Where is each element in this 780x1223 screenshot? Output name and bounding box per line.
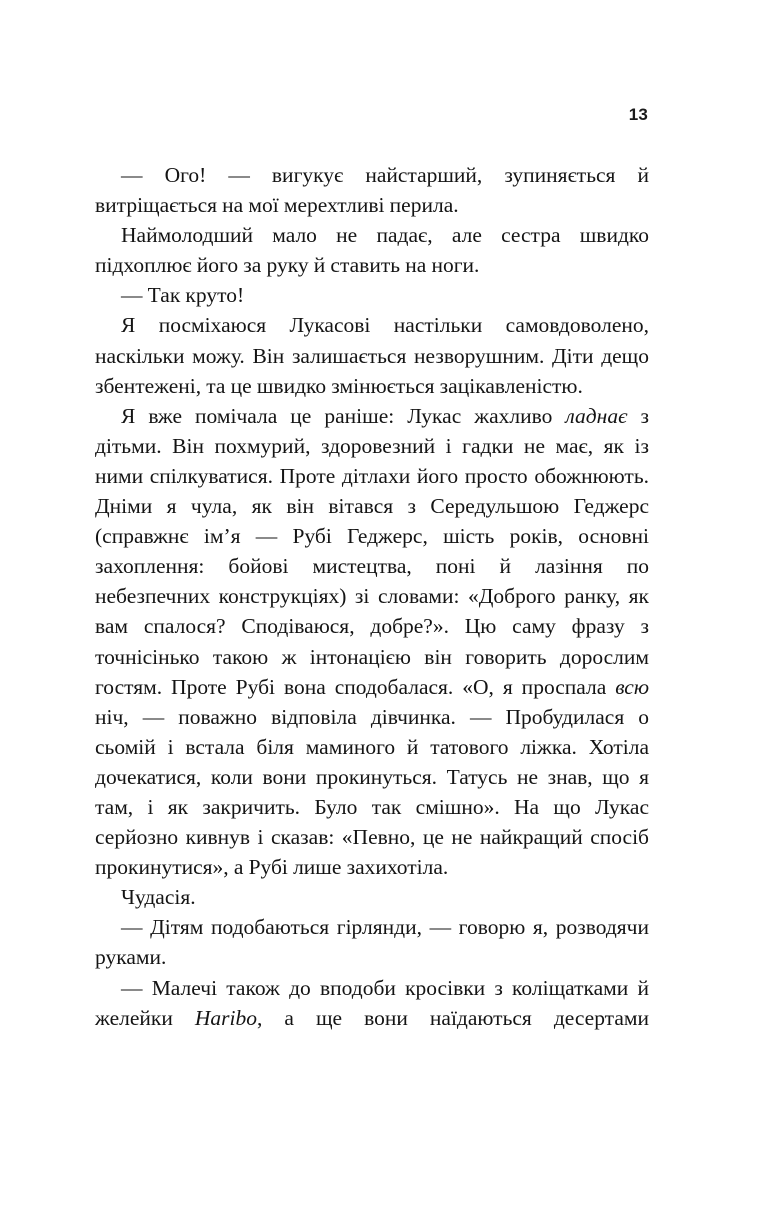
paragraph-text-segment: , а ще вони наїдаються десертами (257, 1005, 649, 1030)
paragraph: Я посміхаюся Лукасові настільки самовдоволено, наскільки можу. Він залишається незворушним. Діти дещо збентежені, та це швидко змінюється зацікавленістю. (95, 313, 649, 398)
page-number: 13 (628, 105, 648, 124)
paragraph-text-segment: з дітьми. Він похмурий, здоровезний і гадки не має, як із ними спілкуватися. Проте дітлахи його просто обожнюють. Дніми я чула, як він вітався з Середульшою Геджерс (справжнє ім’я — Рубі Геджерс, шість років, основні захоплення: бойові мистецтва, поні й лазіння по небезпечних конструкціях) зі словами: «Доброго ранку, як вам спалося? Сподіваюся, добре?». Цю саму фразу з точнісінько такою ж інтонацією він говорить дорослим гостям. Проте Рубі вона сподобалася. «О, я проспала (95, 403, 649, 699)
emphasis-ladnaye: ладнає (565, 403, 628, 428)
paragraph-text-segment: Я вже помічала це раніше: Лукас жахливо (121, 403, 566, 428)
paragraph-with-emphasis (95, 401, 649, 883)
body-text-block (95, 160, 649, 1063)
paragraph-text-segment: ніч, — поважно відповіла дівчинка. — Пробудилася о сьомій і встала біля маминого й татового ліжка. Хотіла дочекатися, коли вони прокинуться. Татусь не знав, що я там, і як закричить. Було так смішно». На що Лукас серйозно кивнув і сказав: «Певно, це не найкращий спосіб прокинутися», а Рубі лише захихотіла. (95, 704, 649, 880)
paragraph-with-emphasis (95, 973, 649, 1063)
emphasis-haribo: Haribo (194, 1005, 257, 1030)
paragraph: Чудасія. (121, 885, 196, 910)
paragraph: — Так круто! (121, 283, 245, 308)
paragraph: Наймолодший мало не падає, але сестра швидко підхоплює його за руку й ставить на ноги. (95, 223, 649, 278)
paragraph: — Ого! — вигукує найстарший, зупиняється й витріщається на мої мерехтливі перила. (95, 163, 649, 218)
emphasis-vsyu: всю (615, 674, 649, 699)
paragraph-text-segment: — Малечі також до вподоби кросівки з коліщатками й желейки (95, 975, 649, 1030)
paragraph: — Дітям подобаються гірлянди, — говорю я, розводячи руками. (95, 915, 649, 970)
